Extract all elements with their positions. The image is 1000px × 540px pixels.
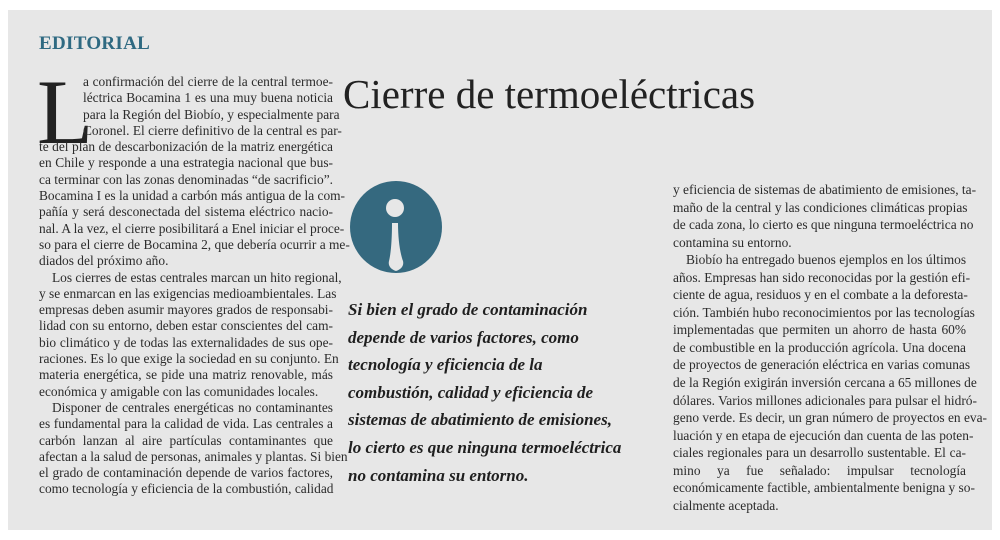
text-line: dólares. Varios millones adicionales para pulsar el hidró-: [673, 392, 977, 408]
text-line: bio climático y de todas las externalidades de sus ope-: [39, 334, 333, 350]
text-line: ca terminar con las zonas denominadas “de sacrificio”.: [39, 171, 333, 187]
text-line: Disponer de centrales energéticas no contaminantes: [52, 399, 333, 415]
text-line: ción. También hubo reconocimientos por las tecnologías: [673, 304, 975, 320]
pull-quote-line: combustión, calidad y eficiencia de: [348, 382, 594, 402]
text-line: de cada zona, lo cierto es que ninguna termoeléctrica no: [673, 217, 974, 233]
text-line: carbón lanzan al aire partículas contaminantes que: [39, 432, 333, 448]
text-line: te del plan de descarbonización de la matriz energética: [39, 139, 333, 155]
text-line: léctrica Bocamina 1 es una muy buena noticia: [83, 90, 333, 106]
text-line: Biobío ha entregado buenos ejemplos en los últimos: [686, 252, 967, 268]
text-line: ciales regionales para un desarrollo sustentable. El ca-: [673, 445, 966, 461]
text-line: económicamente factible, ambientalmente benigna y so-: [673, 480, 975, 496]
text-line: como tecnología y eficiencia de la combustión, calidad: [39, 481, 334, 497]
text-line: pañía y será desconectada del sistema eléctrico nacio-: [39, 204, 333, 220]
text-line: y eficiencia de sistemas de abatimiento de emisiones, ta-: [673, 182, 977, 197]
text-line: afectan a la salud de personas, animales y plantas. Si bien: [39, 448, 348, 464]
body-column-right: [673, 181, 988, 514]
pull-quote-line: depende de varios factores, como: [348, 327, 579, 347]
text-line: años. Empresas han sido reconocidas por la gestión efi-: [673, 269, 971, 285]
pull-quote-line: tecnología y eficiencia de la: [348, 355, 543, 375]
text-line: implementadas que permiten un ahorro de hasta 60%: [673, 322, 966, 338]
info-i-circle-icon: [350, 181, 442, 273]
text-line: Los cierres de estas centrales marcan un hito regional,: [52, 269, 342, 285]
text-line: Coronel. El cierre definitivo de la central es par-: [83, 122, 342, 138]
text-line: Bocamina I es la unidad a carbón más antigua de la com-: [39, 188, 346, 204]
text-line: contamina su entorno.: [673, 234, 792, 250]
text-line: empresas deben asumir mayores grados de responsabi-: [39, 302, 333, 318]
text-line: mino ya fue señalado: impulsar tecnología: [673, 462, 966, 478]
text-line: y se enmarcan en las exigencias medioambientales. Las: [39, 285, 337, 301]
text-line: lidad con su entorno, deben estar conscientes del cam-: [39, 318, 333, 334]
article-title: Cierre de termoeléctricas: [343, 71, 756, 117]
text-line: de la Región exigirán inversión cercana a 65 millones de: [673, 375, 977, 391]
text-line: maño de la central y las condiciones climáticas propias: [673, 199, 968, 215]
text-line: de proyectos de generación eléctrica en varias comunas: [673, 357, 971, 373]
body-column-left: [39, 74, 350, 498]
text-line: es fundamental para la calidad de vida. Las centrales a: [39, 416, 333, 432]
pull-quote-line: no contamina su entorno.: [348, 465, 529, 485]
text-line: en Chile y responde a una estrategia nacional que bus-: [39, 155, 333, 171]
text-line: a confirmación del cierre de la central termoe-: [83, 74, 333, 89]
text-line: raciones. Es lo que exige la sociedad en su conjunto. En: [39, 351, 339, 367]
section-label: EDITORIAL: [39, 33, 151, 54]
drop-cap: L: [37, 61, 94, 163]
text-line: económica y amigable con las comunidades locales.: [39, 383, 319, 399]
text-line: diados del próximo año.: [39, 253, 169, 269]
text-line: so para el cierre de Bocamina 2, que debería ocurrir a me-: [39, 236, 350, 252]
text-line: geno verde. Es decir, un gran número de proyectos en eva-: [673, 410, 988, 426]
pull-quote-line: lo cierto es que ninguna termoeléctrica: [348, 437, 622, 457]
pull-quote-line: Si bien el grado de contaminación: [348, 300, 588, 319]
text-line: de combustible en la producción agrícola. Una docena: [673, 339, 966, 355]
text-line: el grado de contaminación depende de varios factores,: [39, 465, 333, 481]
pull-quote: [348, 296, 648, 489]
text-line: para la Región del Biobío, y especialmente para: [83, 106, 340, 122]
text-line: nal. A la vez, el cierre posibilitará a Enel iniciar el proce-: [39, 220, 345, 236]
text-line: materia energética, se pide una matriz renovable, más: [39, 367, 333, 383]
text-line: ciente de agua, residuos y en el combate a la deforesta-: [673, 287, 968, 303]
text-line: luación y en etapa de ejecución dan cuenta de las poten-: [673, 427, 974, 443]
pull-quote-line: sistemas de abatimiento de emisiones,: [348, 410, 612, 430]
text-line: cialmente aceptada.: [673, 497, 779, 513]
